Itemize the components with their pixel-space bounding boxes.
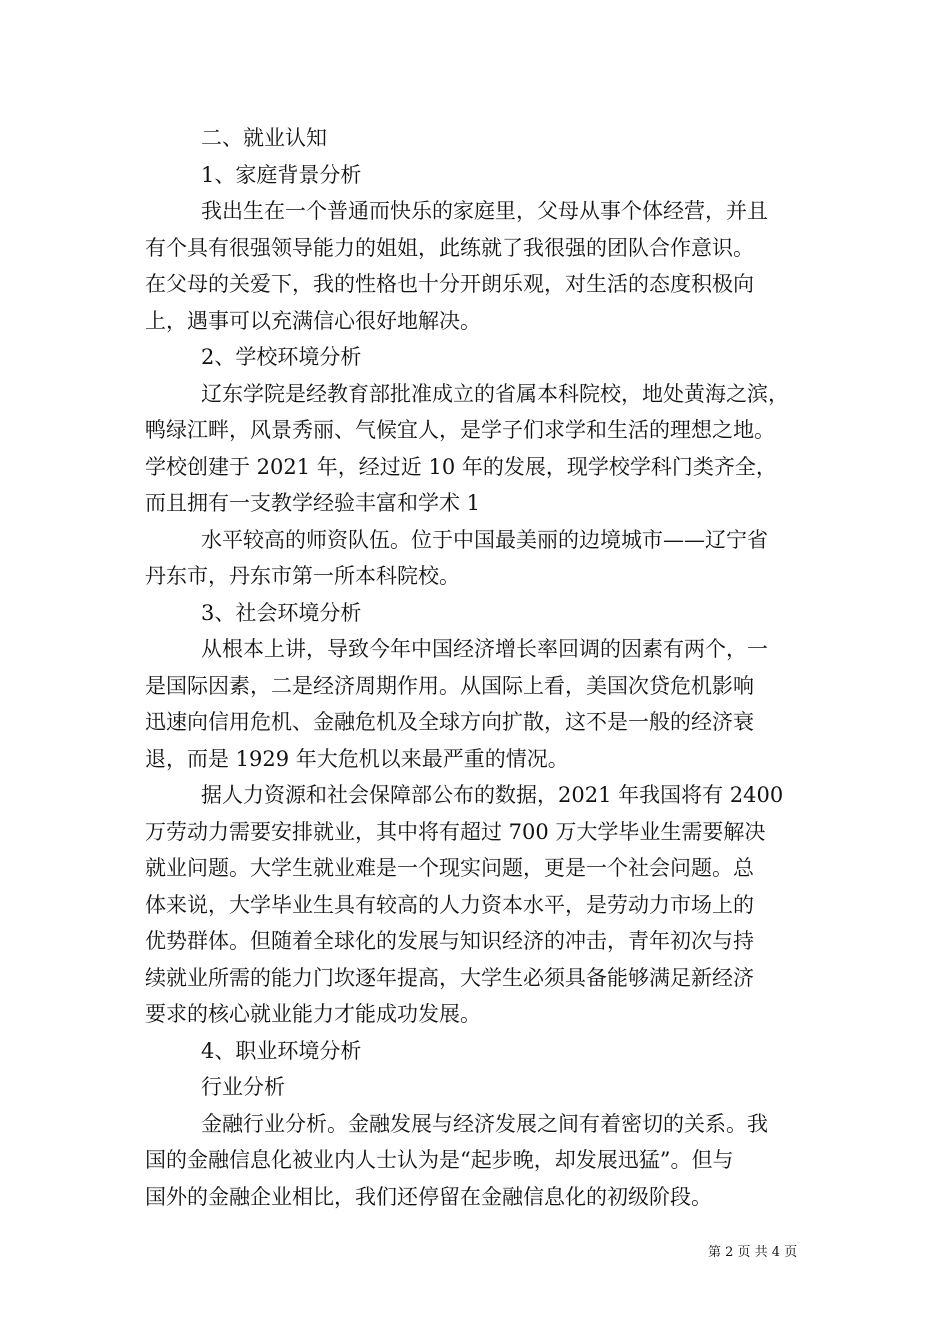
text-line: 迅速向信用危机、金融危机及全球方向扩散，这不是一般的经济衰	[145, 710, 754, 734]
document-body	[145, 120, 805, 1215]
text-line: 有个具有很强领导能力的姐姐，此练就了我很强的团队合作意识。	[145, 235, 754, 260]
text-line: 万劳动力需要安排就业，其中将有超过 700 万大学毕业生需要解决	[145, 819, 766, 844]
text-line: 鸭绿江畔，风景秀丽、气候宜人，是学子们求学和生活的理想之地。	[145, 418, 775, 442]
text-line: 国的金融信息化被业内人士认为是“起步晚，却发展迅猛”。但与	[145, 1148, 734, 1172]
text-line: 优势群体。但随着全球化的发展与知识经济的冲击，青年初次与持	[145, 929, 754, 953]
text-line: 丹东市，丹东市第一所本科院校。	[145, 564, 460, 588]
text-line: 续就业所需的能力门坎逐年提高，大学生必须具备能够满足新经济	[145, 965, 754, 990]
text-line: 国外的金融企业相比，我们还停留在金融信息化的初级阶段。	[145, 1184, 712, 1209]
text-line: 二、就业认知	[201, 126, 327, 150]
text-line: 1、家庭背景分析	[201, 162, 362, 187]
text-line: 水平较高的师资队伍。位于中国最美丽的边境城市——辽宁省	[201, 527, 768, 552]
text-line: 学校创建于 2021 年，经过近 10 年的发展，现学校学科门类齐全，	[145, 454, 777, 479]
text-line: 我出生在一个普通而快乐的家庭里，父母从事个体经营，并且	[201, 199, 768, 223]
text-line: 3、社会环境分析	[201, 600, 362, 625]
text-line: 而且拥有一支教学经验丰富和学术 1	[145, 491, 481, 515]
text-line: 行业分析	[201, 1075, 285, 1099]
text-line: 是国际因素，二是经济周期作用。从国际上看，美国次贷危机影响	[145, 673, 754, 698]
text-line: 上，遇事可以充满信心很好地解决。	[145, 308, 481, 333]
text-line: 体来说，大学毕业生具有较高的人力资本水平，是劳动力市场上的	[145, 892, 754, 917]
text-line: 辽东学院是经教育部批准成立的省属本科院校，地处黄海之滨，	[201, 381, 789, 406]
text-line: 金融行业分析。金融发展与经济发展之间有着密切的关系。我	[201, 1111, 768, 1136]
text-line: 从根本上讲，导致今年中国经济增长率回调的因素有两个，一	[201, 637, 768, 661]
text-line: 退，而是 1929 年大危机以来最严重的情况。	[145, 746, 569, 771]
text-line: 4、职业环境分析	[201, 1038, 362, 1063]
text-line: 据人力资源和社会保障部公布的数据，2021 年我国将有 2400	[201, 783, 784, 807]
text-line: 在父母的关爱下，我的性格也十分开朗乐观，对生活的态度积极向	[145, 272, 754, 296]
text-line: 2、学校环境分析	[201, 345, 362, 369]
page-number: 第 2 页 共 4 页	[708, 1245, 798, 1260]
text-line: 就业问题。大学生就业难是一个现实问题，更是一个社会问题。总	[145, 856, 754, 880]
text-line: 要求的核心就业能力才能成功发展。	[145, 1002, 481, 1026]
